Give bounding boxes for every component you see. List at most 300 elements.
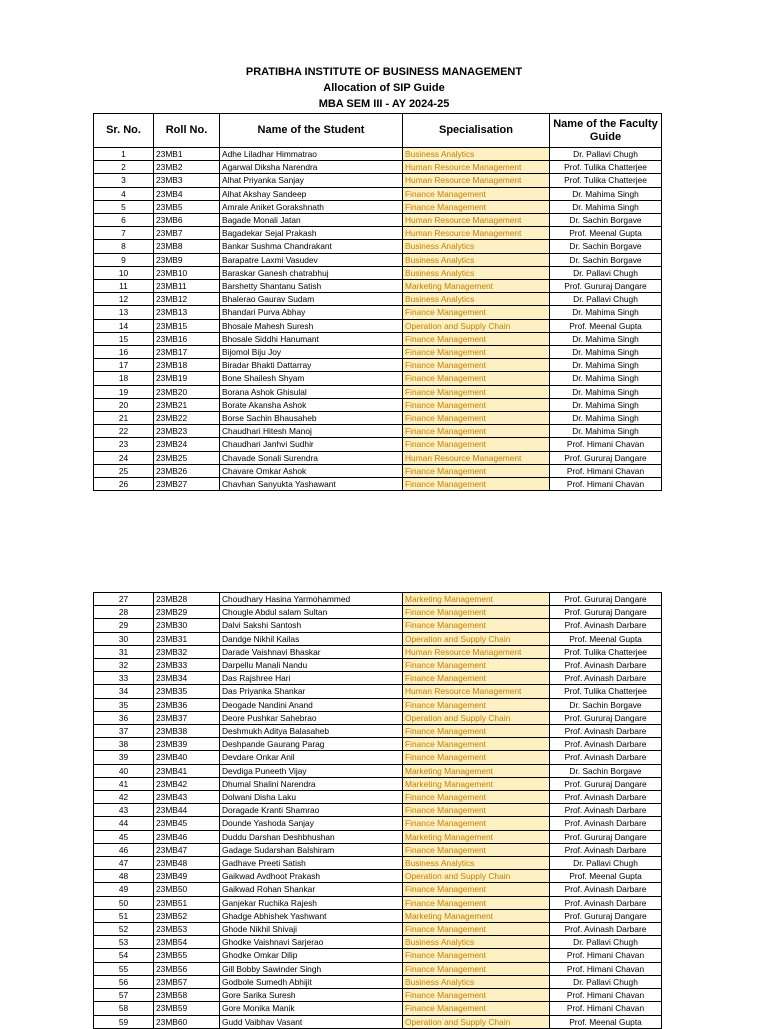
table-row bbox=[94, 214, 662, 227]
faculty-guide-cell: Dr. Mahima Singh bbox=[550, 425, 662, 438]
sr-no-cell: 12 bbox=[94, 293, 154, 306]
roll-no-cell: 23MB45 bbox=[154, 817, 220, 830]
sr-no-cell: 37 bbox=[94, 725, 154, 738]
faculty-guide-cell: Prof. Avinash Darbare bbox=[550, 619, 662, 632]
faculty-guide-cell: Prof. Gururaj Dangare bbox=[550, 451, 662, 464]
faculty-guide-cell: Prof. Tulika Chatterjee bbox=[550, 161, 662, 174]
table-row bbox=[94, 698, 662, 711]
faculty-guide-cell: Dr. Mahima Singh bbox=[550, 332, 662, 345]
faculty-guide-cell: Prof. Himani Chavan bbox=[550, 1002, 662, 1015]
faculty-guide-cell: Prof. Avinash Darbare bbox=[550, 804, 662, 817]
specialisation-cell: Finance Management bbox=[403, 359, 550, 372]
roll-no-cell: 23MB59 bbox=[154, 1002, 220, 1015]
specialisation-cell: Finance Management bbox=[403, 817, 550, 830]
specialisation-cell: Finance Management bbox=[403, 346, 550, 359]
table-row bbox=[94, 161, 662, 174]
table-row bbox=[94, 398, 662, 411]
faculty-guide-cell: Dr. Pallavi Chugh bbox=[550, 857, 662, 870]
faculty-guide-cell: Prof. Avinash Darbare bbox=[550, 843, 662, 856]
sr-no-cell: 51 bbox=[94, 909, 154, 922]
faculty-guide-cell: Prof. Tulika Chatterjee bbox=[550, 685, 662, 698]
sr-no-cell: 19 bbox=[94, 385, 154, 398]
faculty-guide-cell: Prof. Himani Chavan bbox=[550, 478, 662, 491]
faculty-guide-cell: Dr. Mahima Singh bbox=[550, 187, 662, 200]
faculty-guide-cell: Dr. Mahima Singh bbox=[550, 306, 662, 319]
specialisation-cell: Finance Management bbox=[403, 332, 550, 345]
table-row bbox=[94, 777, 662, 790]
student-name-cell: Ghodke Vaishnavi Sarjerao bbox=[220, 936, 403, 949]
table-row bbox=[94, 843, 662, 856]
specialisation-cell: Finance Management bbox=[403, 659, 550, 672]
roll-no-cell: 23MB47 bbox=[154, 843, 220, 856]
specialisation-cell: Finance Management bbox=[403, 438, 550, 451]
sr-no-cell: 8 bbox=[94, 240, 154, 253]
faculty-guide-cell: Prof. Avinash Darbare bbox=[550, 725, 662, 738]
roll-no-cell: 23MB4 bbox=[154, 187, 220, 200]
faculty-guide-cell: Dr. Pallavi Chugh bbox=[550, 148, 662, 161]
student-name-cell: Ghadge Abhishek Yashwant bbox=[220, 909, 403, 922]
student-name-cell: Bhosale Siddhi Hanumant bbox=[220, 332, 403, 345]
specialisation-cell: Human Resource Management bbox=[403, 685, 550, 698]
specialisation-cell: Finance Management bbox=[403, 738, 550, 751]
sr-no-cell: 18 bbox=[94, 372, 154, 385]
table-row bbox=[94, 672, 662, 685]
roll-no-cell: 23MB28 bbox=[154, 593, 220, 606]
faculty-guide-cell: Prof. Tulika Chatterjee bbox=[550, 174, 662, 187]
faculty-guide-cell: Prof. Meenal Gupta bbox=[550, 227, 662, 240]
sr-no-cell: 35 bbox=[94, 698, 154, 711]
specialisation-cell: Marketing Management bbox=[403, 777, 550, 790]
sr-no-cell: 29 bbox=[94, 619, 154, 632]
institute-name: PRATIBHA INSTITUTE OF BUSINESS MANAGEMENT bbox=[245, 66, 523, 78]
faculty-guide-cell: Prof. Meenal Gupta bbox=[550, 319, 662, 332]
student-name-cell: Ghodke Omkar Dilip bbox=[220, 949, 403, 962]
table-row bbox=[94, 870, 662, 883]
table-row bbox=[94, 909, 662, 922]
student-name-cell: Bagade Monali Jatan bbox=[220, 214, 403, 227]
sr-no-cell: 46 bbox=[94, 843, 154, 856]
roll-no-cell: 23MB30 bbox=[154, 619, 220, 632]
roll-no-cell: 23MB41 bbox=[154, 764, 220, 777]
specialisation-cell: Operation and Supply Chain bbox=[403, 632, 550, 645]
student-name-cell: Borana Ashok Ghisulal bbox=[220, 385, 403, 398]
roll-no-cell: 23MB6 bbox=[154, 214, 220, 227]
table-row bbox=[94, 385, 662, 398]
sr-no-cell: 14 bbox=[94, 319, 154, 332]
faculty-guide-cell: Dr. Sachin Borgave bbox=[550, 253, 662, 266]
specialisation-cell: Operation and Supply Chain bbox=[403, 711, 550, 724]
table-row bbox=[94, 240, 662, 253]
roll-no-cell: 23MB9 bbox=[154, 253, 220, 266]
faculty-guide-cell: Dr. Pallavi Chugh bbox=[550, 936, 662, 949]
faculty-guide-cell: Dr. Mahima Singh bbox=[550, 372, 662, 385]
student-name-cell: Gadage Sudarshan Balshiram bbox=[220, 843, 403, 856]
sr-no-cell: 59 bbox=[94, 1015, 154, 1028]
student-name-cell: Devdiga Puneeth Vijay bbox=[220, 764, 403, 777]
faculty-guide-cell: Dr. Mahima Singh bbox=[550, 346, 662, 359]
table-row bbox=[94, 148, 662, 161]
roll-no-cell: 23MB27 bbox=[154, 478, 220, 491]
sr-no-cell: 16 bbox=[94, 346, 154, 359]
sr-no-cell: 40 bbox=[94, 764, 154, 777]
roll-no-cell: 23MB15 bbox=[154, 319, 220, 332]
student-name-cell: Devdare Onkar Anil bbox=[220, 751, 403, 764]
table-row bbox=[94, 989, 662, 1002]
table-row bbox=[94, 425, 662, 438]
faculty-guide-cell: Prof. Gururaj Dangare bbox=[550, 606, 662, 619]
faculty-guide-cell: Prof. Avinash Darbare bbox=[550, 791, 662, 804]
document-header bbox=[0, 64, 768, 112]
specialisation-cell: Finance Management bbox=[403, 1002, 550, 1015]
roll-no-cell: 23MB60 bbox=[154, 1015, 220, 1028]
sr-no-cell: 55 bbox=[94, 962, 154, 975]
table-row bbox=[94, 936, 662, 949]
specialisation-cell: Business Analytics bbox=[403, 293, 550, 306]
table-body-page1 bbox=[94, 148, 662, 491]
table-row bbox=[94, 962, 662, 975]
sr-no-cell: 31 bbox=[94, 645, 154, 658]
table-row bbox=[94, 1015, 662, 1028]
sr-no-cell: 42 bbox=[94, 791, 154, 804]
specialisation-cell: Business Analytics bbox=[403, 857, 550, 870]
roll-no-cell: 23MB33 bbox=[154, 659, 220, 672]
table-row bbox=[94, 266, 662, 279]
roll-no-cell: 23MB54 bbox=[154, 936, 220, 949]
specialisation-cell: Finance Management bbox=[403, 843, 550, 856]
student-name-cell: Doragade Kranti Shamrao bbox=[220, 804, 403, 817]
sr-no-cell: 50 bbox=[94, 896, 154, 909]
sr-no-cell: 20 bbox=[94, 398, 154, 411]
sr-no-cell: 28 bbox=[94, 606, 154, 619]
student-name-cell: Dolwani Disha Laku bbox=[220, 791, 403, 804]
table-row bbox=[94, 478, 662, 491]
roll-no-cell: 23MB17 bbox=[154, 346, 220, 359]
student-name-cell: Alhat Priyanka Sanjay bbox=[220, 174, 403, 187]
table-row bbox=[94, 593, 662, 606]
specialisation-cell: Human Resource Management bbox=[403, 174, 550, 187]
specialisation-cell: Marketing Management bbox=[403, 280, 550, 293]
faculty-guide-cell: Dr. Mahima Singh bbox=[550, 385, 662, 398]
table-row bbox=[94, 632, 662, 645]
table-row bbox=[94, 359, 662, 372]
col-header-faculty-guide: Name of the Faculty Guide bbox=[550, 114, 662, 148]
student-name-cell: Bhalerao Gaurav Sudam bbox=[220, 293, 403, 306]
allocation-table-page1 bbox=[93, 113, 662, 491]
roll-no-cell: 23MB36 bbox=[154, 698, 220, 711]
sr-no-cell: 52 bbox=[94, 923, 154, 936]
table-row bbox=[94, 187, 662, 200]
roll-no-cell: 23MB58 bbox=[154, 989, 220, 1002]
roll-no-cell: 23MB26 bbox=[154, 464, 220, 477]
sr-no-cell: 49 bbox=[94, 883, 154, 896]
student-name-cell: Deshmukh Aditya Balasaheb bbox=[220, 725, 403, 738]
table-row bbox=[94, 830, 662, 843]
roll-no-cell: 23MB40 bbox=[154, 751, 220, 764]
faculty-guide-cell: Prof. Avinash Darbare bbox=[550, 672, 662, 685]
faculty-guide-cell: Dr. Sachin Borgave bbox=[550, 764, 662, 777]
student-name-cell: Godbole Sumedh Abhijit bbox=[220, 975, 403, 988]
student-name-cell: Darpellu Manali Nandu bbox=[220, 659, 403, 672]
student-name-cell: Duddu Darshan Deshbhushan bbox=[220, 830, 403, 843]
table-row bbox=[94, 923, 662, 936]
faculty-guide-cell: Prof. Meenal Gupta bbox=[550, 870, 662, 883]
specialisation-cell: Finance Management bbox=[403, 306, 550, 319]
sr-no-cell: 4 bbox=[94, 187, 154, 200]
roll-no-cell: 23MB38 bbox=[154, 725, 220, 738]
sr-no-cell: 45 bbox=[94, 830, 154, 843]
faculty-guide-cell: Dr. Mahima Singh bbox=[550, 412, 662, 425]
sr-no-cell: 3 bbox=[94, 174, 154, 187]
table-row bbox=[94, 711, 662, 724]
faculty-guide-cell: Dr. Mahima Singh bbox=[550, 398, 662, 411]
student-name-cell: Adhe Liladhar Himmatrao bbox=[220, 148, 403, 161]
student-name-cell: Barapatre Laxmi Vasudev bbox=[220, 253, 403, 266]
roll-no-cell: 23MB57 bbox=[154, 975, 220, 988]
student-name-cell: Choudhary Hasina Yarmohammed bbox=[220, 593, 403, 606]
specialisation-cell: Finance Management bbox=[403, 949, 550, 962]
specialisation-cell: Business Analytics bbox=[403, 240, 550, 253]
student-name-cell: Dandge Nikhil Kailas bbox=[220, 632, 403, 645]
specialisation-cell: Finance Management bbox=[403, 804, 550, 817]
sr-no-cell: 1 bbox=[94, 148, 154, 161]
specialisation-cell: Finance Management bbox=[403, 791, 550, 804]
table-row bbox=[94, 332, 662, 345]
table-row bbox=[94, 857, 662, 870]
table-row bbox=[94, 883, 662, 896]
faculty-guide-cell: Prof. Gururaj Dangare bbox=[550, 909, 662, 922]
table-row bbox=[94, 319, 662, 332]
roll-no-cell: 23MB34 bbox=[154, 672, 220, 685]
student-name-cell: Bankar Sushma Chandrakant bbox=[220, 240, 403, 253]
specialisation-cell: Human Resource Management bbox=[403, 645, 550, 658]
roll-no-cell: 23MB56 bbox=[154, 962, 220, 975]
student-name-cell: Biradar Bhakti Dattarray bbox=[220, 359, 403, 372]
table-row bbox=[94, 451, 662, 464]
student-name-cell: Deshpande Gaurang Parag bbox=[220, 738, 403, 751]
specialisation-cell: Business Analytics bbox=[403, 266, 550, 279]
sr-no-cell: 48 bbox=[94, 870, 154, 883]
specialisation-cell: Marketing Management bbox=[403, 909, 550, 922]
table-row bbox=[94, 949, 662, 962]
sr-no-cell: 34 bbox=[94, 685, 154, 698]
specialisation-cell: Finance Management bbox=[403, 425, 550, 438]
table-row bbox=[94, 817, 662, 830]
specialisation-cell: Finance Management bbox=[403, 398, 550, 411]
student-name-cell: Amrale Aniket Gorakshnath bbox=[220, 200, 403, 213]
faculty-guide-cell: Prof. Meenal Gupta bbox=[550, 632, 662, 645]
student-name-cell: Bijomol Biju Joy bbox=[220, 346, 403, 359]
sr-no-cell: 10 bbox=[94, 266, 154, 279]
specialisation-cell: Finance Management bbox=[403, 619, 550, 632]
table-row bbox=[94, 200, 662, 213]
sr-no-cell: 21 bbox=[94, 412, 154, 425]
student-name-cell: Dounde Yashoda Sanjay bbox=[220, 817, 403, 830]
sr-no-cell: 5 bbox=[94, 200, 154, 213]
specialisation-cell: Finance Management bbox=[403, 923, 550, 936]
student-name-cell: Bone Shailesh Shyam bbox=[220, 372, 403, 385]
table-row bbox=[94, 619, 662, 632]
specialisation-cell: Finance Management bbox=[403, 962, 550, 975]
table-row bbox=[94, 1002, 662, 1015]
specialisation-cell: Marketing Management bbox=[403, 830, 550, 843]
student-name-cell: Dalvi Sakshi Santosh bbox=[220, 619, 403, 632]
sr-no-cell: 56 bbox=[94, 975, 154, 988]
faculty-guide-cell: Prof. Avinash Darbare bbox=[550, 738, 662, 751]
sr-no-cell: 32 bbox=[94, 659, 154, 672]
faculty-guide-cell: Dr. Mahima Singh bbox=[550, 200, 662, 213]
student-name-cell: Darade Vaishnavi Bhaskar bbox=[220, 645, 403, 658]
sr-no-cell: 53 bbox=[94, 936, 154, 949]
student-name-cell: Alhat Akshay Sandeep bbox=[220, 187, 403, 200]
student-name-cell: Barshetty Shantanu Satish bbox=[220, 280, 403, 293]
faculty-guide-cell: Dr. Mahima Singh bbox=[550, 359, 662, 372]
student-name-cell: Chaudhari Janhvi Sudhir bbox=[220, 438, 403, 451]
table-row bbox=[94, 438, 662, 451]
roll-no-cell: 23MB37 bbox=[154, 711, 220, 724]
student-name-cell: Agarwal Diksha Narendra bbox=[220, 161, 403, 174]
roll-no-cell: 23MB13 bbox=[154, 306, 220, 319]
sr-no-cell: 26 bbox=[94, 478, 154, 491]
specialisation-cell: Finance Management bbox=[403, 883, 550, 896]
student-name-cell: Das Rajshree Hari bbox=[220, 672, 403, 685]
roll-no-cell: 23MB16 bbox=[154, 332, 220, 345]
roll-no-cell: 23MB24 bbox=[154, 438, 220, 451]
roll-no-cell: 23MB35 bbox=[154, 685, 220, 698]
faculty-guide-cell: Prof. Avinash Darbare bbox=[550, 883, 662, 896]
student-name-cell: Gudd Vaibhav Vasant bbox=[220, 1015, 403, 1028]
specialisation-cell: Human Resource Management bbox=[403, 214, 550, 227]
table-row bbox=[94, 764, 662, 777]
sr-no-cell: 58 bbox=[94, 1002, 154, 1015]
table-row bbox=[94, 372, 662, 385]
sr-no-cell: 25 bbox=[94, 464, 154, 477]
roll-no-cell: 23MB50 bbox=[154, 883, 220, 896]
student-name-cell: Chavade Sonali Surendra bbox=[220, 451, 403, 464]
specialisation-cell: Operation and Supply Chain bbox=[403, 870, 550, 883]
specialisation-cell: Finance Management bbox=[403, 478, 550, 491]
specialisation-cell: Finance Management bbox=[403, 412, 550, 425]
roll-no-cell: 23MB42 bbox=[154, 777, 220, 790]
student-name-cell: Gill Bobby Sawinder Singh bbox=[220, 962, 403, 975]
specialisation-cell: Business Analytics bbox=[403, 975, 550, 988]
specialisation-cell: Human Resource Management bbox=[403, 451, 550, 464]
roll-no-cell: 23MB43 bbox=[154, 791, 220, 804]
allocation-table-page2 bbox=[93, 592, 662, 1029]
specialisation-cell: Finance Management bbox=[403, 896, 550, 909]
faculty-guide-cell: Dr. Sachin Borgave bbox=[550, 240, 662, 253]
student-name-cell: Baraskar Ganesh chatrabhuj bbox=[220, 266, 403, 279]
roll-no-cell: 23MB25 bbox=[154, 451, 220, 464]
sr-no-cell: 41 bbox=[94, 777, 154, 790]
sr-no-cell: 43 bbox=[94, 804, 154, 817]
roll-no-cell: 23MB22 bbox=[154, 412, 220, 425]
table-row bbox=[94, 293, 662, 306]
specialisation-cell: Finance Management bbox=[403, 187, 550, 200]
faculty-guide-cell: Prof. Himani Chavan bbox=[550, 438, 662, 451]
document-title: Allocation of SIP Guide bbox=[323, 82, 445, 94]
roll-no-cell: 23MB31 bbox=[154, 632, 220, 645]
faculty-guide-cell: Prof. Himani Chavan bbox=[550, 989, 662, 1002]
sr-no-cell: 17 bbox=[94, 359, 154, 372]
document-subtitle: MBA SEM III - AY 2024-25 bbox=[318, 98, 450, 110]
table-row bbox=[94, 606, 662, 619]
specialisation-cell: Operation and Supply Chain bbox=[403, 1015, 550, 1028]
sr-no-cell: 33 bbox=[94, 672, 154, 685]
table-header-row bbox=[94, 114, 662, 148]
table-row bbox=[94, 896, 662, 909]
sr-no-cell: 13 bbox=[94, 306, 154, 319]
table-row bbox=[94, 791, 662, 804]
specialisation-cell: Marketing Management bbox=[403, 764, 550, 777]
roll-no-cell: 23MB44 bbox=[154, 804, 220, 817]
student-name-cell: Deore Pushkar Sahebrao bbox=[220, 711, 403, 724]
student-name-cell: Deogade Nandini Anand bbox=[220, 698, 403, 711]
faculty-guide-cell: Prof. Gururaj Dangare bbox=[550, 280, 662, 293]
table-row bbox=[94, 253, 662, 266]
roll-no-cell: 23MB18 bbox=[154, 359, 220, 372]
roll-no-cell: 23MB19 bbox=[154, 372, 220, 385]
faculty-guide-cell: Prof. Gururaj Dangare bbox=[550, 711, 662, 724]
specialisation-cell: Human Resource Management bbox=[403, 161, 550, 174]
table-row bbox=[94, 464, 662, 477]
table-row bbox=[94, 751, 662, 764]
sr-no-cell: 27 bbox=[94, 593, 154, 606]
specialisation-cell: Human Resource Management bbox=[403, 227, 550, 240]
faculty-guide-cell: Dr. Pallavi Chugh bbox=[550, 293, 662, 306]
specialisation-cell: Finance Management bbox=[403, 200, 550, 213]
faculty-guide-cell: Prof. Tulika Chatterjee bbox=[550, 645, 662, 658]
sr-no-cell: 15 bbox=[94, 332, 154, 345]
table-row bbox=[94, 174, 662, 187]
sr-no-cell: 44 bbox=[94, 817, 154, 830]
table-row bbox=[94, 725, 662, 738]
table-row bbox=[94, 645, 662, 658]
specialisation-cell: Finance Management bbox=[403, 989, 550, 1002]
student-name-cell: Ghode Nikhil Shivaji bbox=[220, 923, 403, 936]
student-name-cell: Ganjekar Ruchika Rajesh bbox=[220, 896, 403, 909]
sr-no-cell: 6 bbox=[94, 214, 154, 227]
specialisation-cell: Finance Management bbox=[403, 385, 550, 398]
student-name-cell: Borate Akansha Ashok bbox=[220, 398, 403, 411]
specialisation-cell: Finance Management bbox=[403, 751, 550, 764]
table-row bbox=[94, 804, 662, 817]
roll-no-cell: 23MB21 bbox=[154, 398, 220, 411]
table-row bbox=[94, 227, 662, 240]
faculty-guide-cell: Dr. Sachin Borgave bbox=[550, 698, 662, 711]
roll-no-cell: 23MB55 bbox=[154, 949, 220, 962]
student-name-cell: Chougle Abdul salam Sultan bbox=[220, 606, 403, 619]
roll-no-cell: 23MB7 bbox=[154, 227, 220, 240]
roll-no-cell: 23MB20 bbox=[154, 385, 220, 398]
roll-no-cell: 23MB52 bbox=[154, 909, 220, 922]
sr-no-cell: 39 bbox=[94, 751, 154, 764]
faculty-guide-cell: Prof. Avinash Darbare bbox=[550, 751, 662, 764]
specialisation-cell: Finance Management bbox=[403, 672, 550, 685]
sr-no-cell: 36 bbox=[94, 711, 154, 724]
faculty-guide-cell: Prof. Avinash Darbare bbox=[550, 659, 662, 672]
student-name-cell: Gore Monika Manik bbox=[220, 1002, 403, 1015]
roll-no-cell: 23MB48 bbox=[154, 857, 220, 870]
specialisation-cell: Marketing Management bbox=[403, 593, 550, 606]
roll-no-cell: 23MB10 bbox=[154, 266, 220, 279]
sr-no-cell: 22 bbox=[94, 425, 154, 438]
faculty-guide-cell: Prof. Himani Chavan bbox=[550, 464, 662, 477]
roll-no-cell: 23MB23 bbox=[154, 425, 220, 438]
col-header-roll-no: Roll No. bbox=[154, 114, 220, 148]
sr-no-cell: 47 bbox=[94, 857, 154, 870]
specialisation-cell: Finance Management bbox=[403, 698, 550, 711]
student-name-cell: Gore Sarika Suresh bbox=[220, 989, 403, 1002]
